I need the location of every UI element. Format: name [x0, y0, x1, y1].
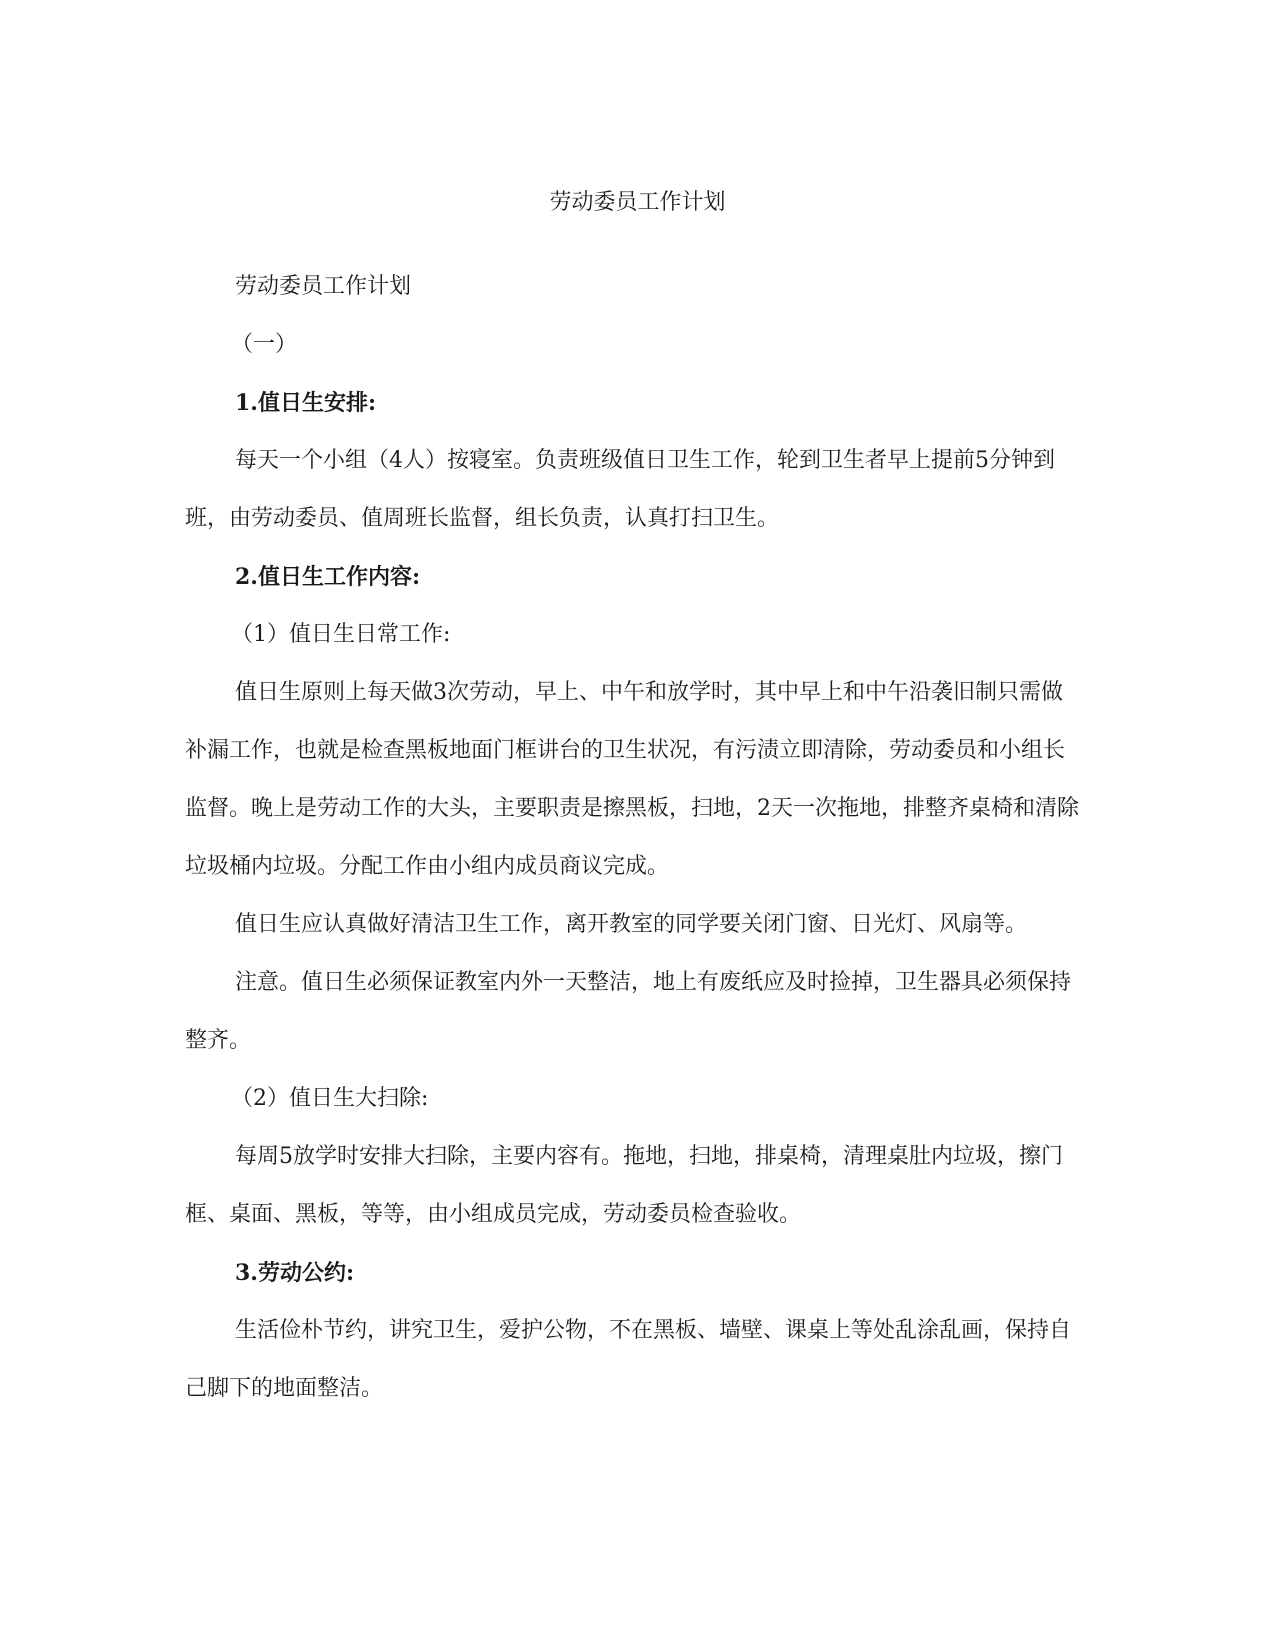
paragraph-cleaning-duty: 值日生应认真做好清洁卫生工作，离开教室的同学要关闭门窗、日光灯、风扇等。 — [235, 912, 1028, 937]
paragraph-duty-arrangement: 每天一个小组（4人）按寝室。负责班级值日卫生工作，轮到卫生者早上提前5分钟到班，由劳动委员、值周班长监督，组长负责，认真打扫卫生。 — [185, 448, 1055, 531]
document-title: 劳动委员工作计划 — [549, 190, 726, 215]
heading-duty-arrangement: 1.值日生安排: — [235, 390, 377, 416]
subheading-daily-work: （1）值日生日常工作: — [231, 622, 451, 647]
subtitle-paragraph: 劳动委员工作计划 — [235, 274, 412, 299]
paragraph-note: 注意。值日生必须保证教室内外一天整洁，地上有废纸应及时捡掉，卫生器具必须保持整齐。 — [185, 970, 1072, 1053]
paragraph-labor-convention: 生活俭朴节约，讲究卫生，爱护公物，不在黑板、墙壁、课桌上等处乱涂乱画，保持自己脚下的地面整洁。 — [185, 1318, 1072, 1401]
subheading-big-cleaning: （2）值日生大扫除: — [231, 1086, 429, 1111]
section-marker: （一） — [231, 332, 298, 357]
document-body — [185, 258, 1080, 1418]
paragraph-big-cleaning: 每周5放学时安排大扫除，主要内容有。拖地，扫地，排桌椅，清理桌肚内垃圾，擦门框、桌面、黑板，等等，由小组成员完成，劳动委员检查验收。 — [185, 1144, 1063, 1227]
heading-labor-convention: 3.劳动公约: — [235, 1260, 355, 1286]
paragraph-daily-work: 值日生原则上每天做3次劳动，早上、中午和放学时，其中早上和中午沿袭旧制只需做补漏工作，也就是检查黑板地面门框讲台的卫生状况，有污渍立即清除，劳动委员和小组长监督。晚上是劳动工作的大头，主要职责是擦黑板，扫地，2天一次拖地，排整齐桌椅和清除垃圾桶内垃圾。分配工作由小组内成员商议完成。 — [185, 680, 1080, 879]
heading-duty-content: 2.值日生工作内容: — [235, 564, 421, 590]
